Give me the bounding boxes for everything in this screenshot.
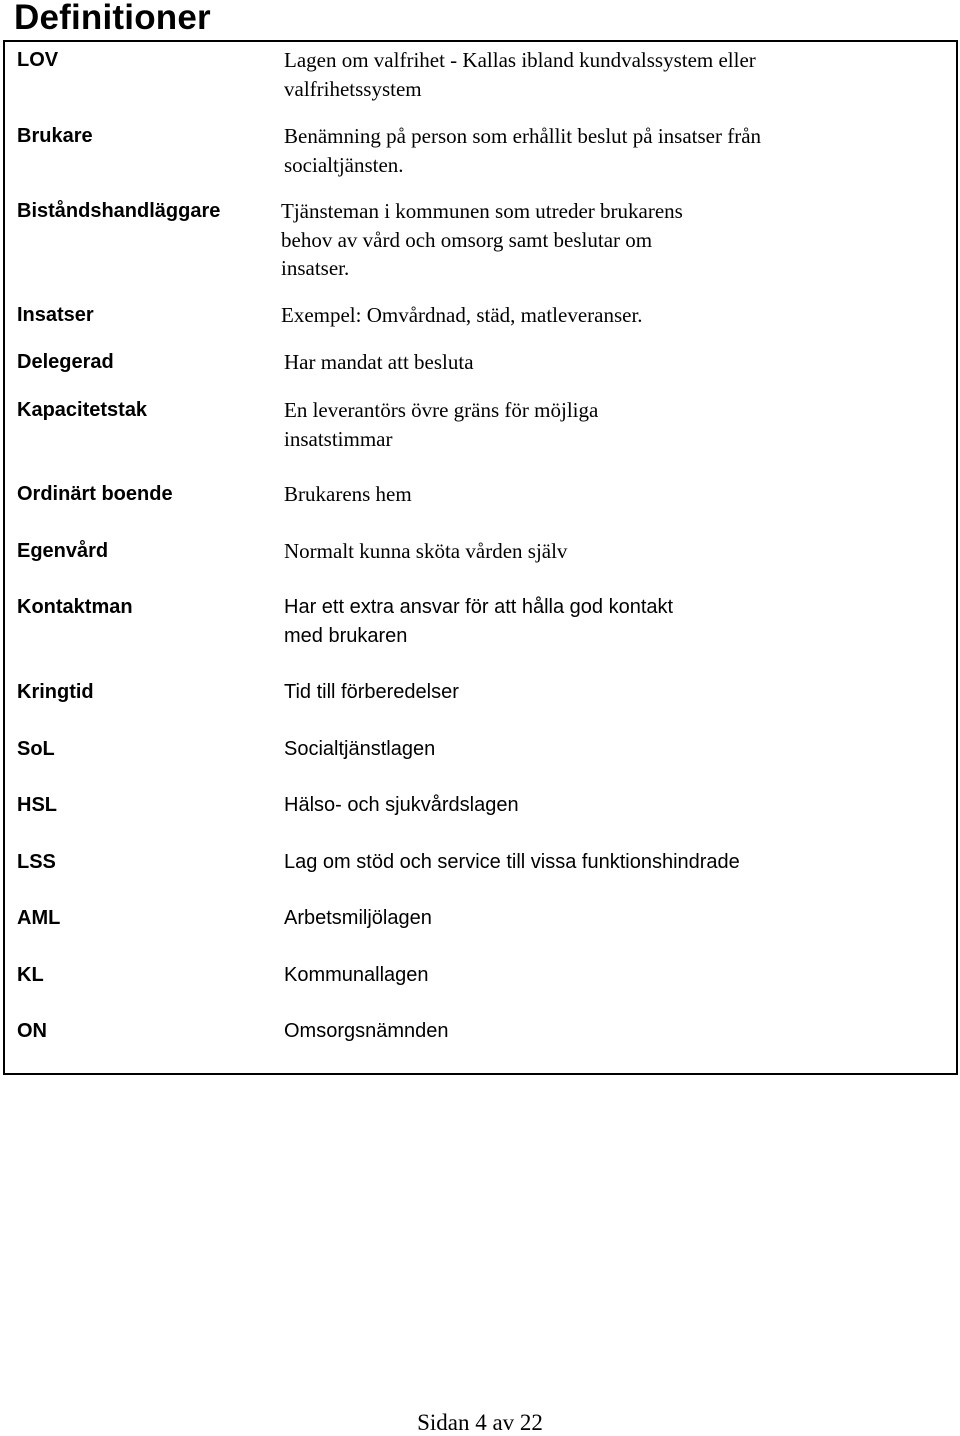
page-title: Definitioner [14,0,211,37]
term: Kapacitetstak [17,399,148,421]
term: Insatser [17,304,94,326]
definition: Har ett extra ansvar för att hålla god kontakt med brukaren [284,596,674,647]
definition: Brukarens hem [284,482,412,506]
term: LOV [17,49,59,71]
definition: Lagen om valfrihet - Kallas ibland kundvalssystem eller valfrihetssystem [284,48,756,101]
term: Delegerad [17,351,114,373]
term: Brukare [17,125,93,147]
term: Biståndshandläggare [17,200,221,222]
term: HSL [17,794,57,816]
definition: Exempel: Omvårdnad, städ, matleveranser. [281,303,643,327]
term: Kringtid [17,681,94,703]
definition: Socialtjänstlagen [284,738,436,760]
term: SoL [17,738,55,760]
definition: Lag om stöd och service till vissa funktionshindrade [284,851,740,873]
definition: En leverantörs övre gräns för möjliga insatstimmar [284,398,599,451]
definition: Benämning på person som erhållit beslut på insatser från socialtjänsten. [284,124,762,177]
definition: Omsorgsnämnden [284,1020,449,1042]
term: Ordinärt boende [17,483,173,505]
definition: Arbetsmiljölagen [284,907,432,929]
definition: Har mandat att besluta [284,350,474,374]
term: ON [17,1020,47,1042]
term: Egenvård [17,540,109,562]
definition: Hälso- och sjukvårdslagen [284,794,519,816]
term: Kontaktman [17,596,133,618]
definition: Normalt kunna sköta vården själv [284,539,568,563]
term: LSS [17,851,56,873]
definition: Kommunallagen [284,964,429,986]
definitions-table [3,40,958,1075]
definition: Tjänsteman i kommunen som utreder brukarens behov av vård och omsorg samt beslutar om insatser. [281,199,683,280]
page-number: Sidan 4 av 22 [417,1410,543,1435]
term: AML [17,907,61,929]
definition: Tid till förberedelser [284,681,459,703]
term: KL [17,964,44,986]
